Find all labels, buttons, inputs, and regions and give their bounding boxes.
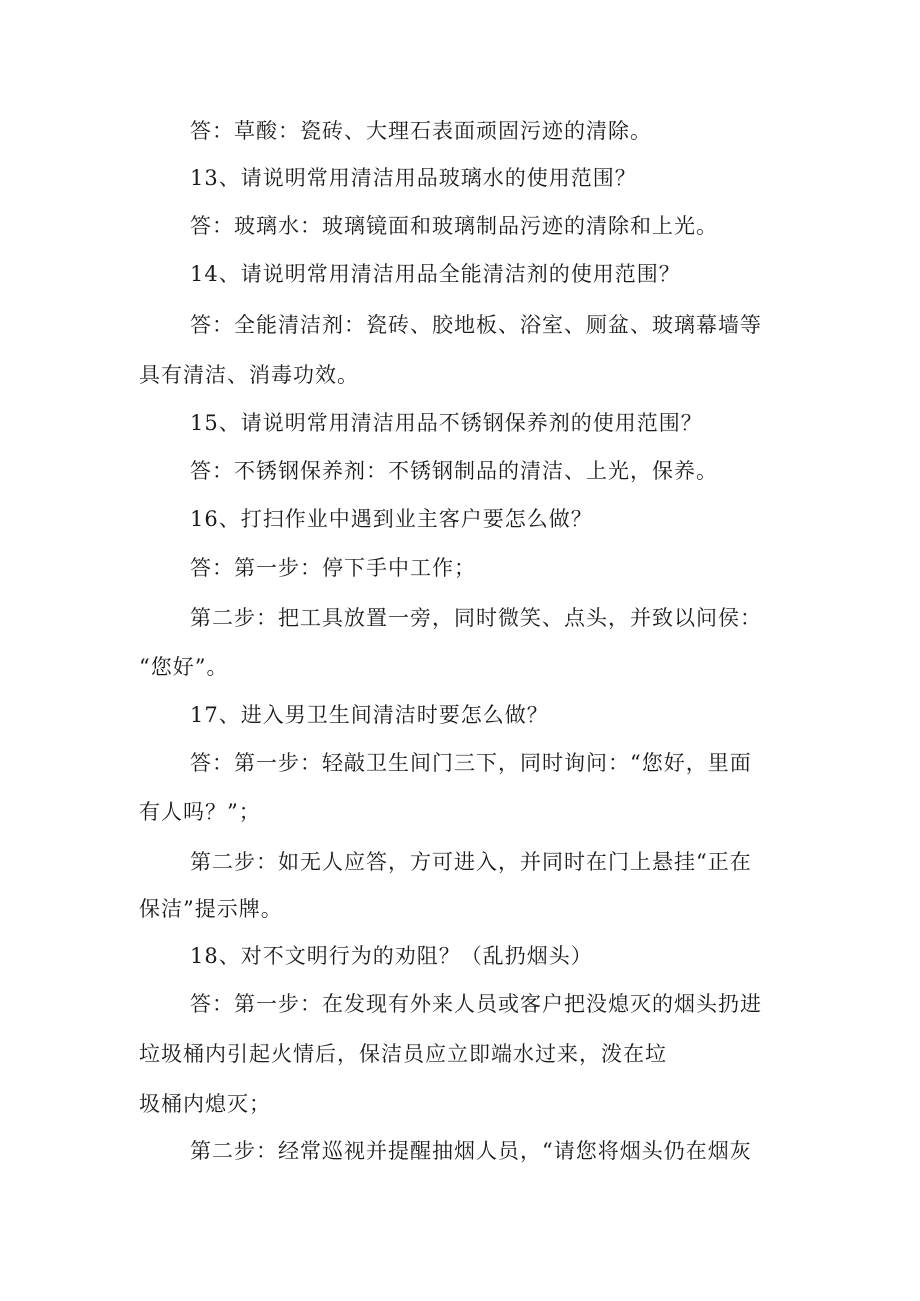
answer-line: 答：第一步：在发现有外来人员或客户把没熄灭的烟头扔进 xyxy=(190,992,762,1016)
answer-continuation-line: 垃圾桶内引起火情后，保洁员应立即端水过来，泼在垃 xyxy=(139,1042,667,1066)
answer-line: 答：不锈钢保养剂：不锈钢制品的清洁、上光，保养。 xyxy=(190,459,718,483)
answer-line: 第二步：把工具放置一旁，同时微笑、点头，并致以问侯： xyxy=(190,606,762,630)
question-line: 17、进入男卫生间清洁时要怎么做？ xyxy=(190,703,549,727)
answer-line: 答：第一步：停下手中工作； xyxy=(190,556,476,580)
question-line: 14、请说明常用清洁用品全能清洁剂的使用范围？ xyxy=(190,262,681,286)
answer-line: 第二步：如无人应答，方可进入，并同时在门上悬挂“正在 xyxy=(190,850,752,874)
answer-continuation-line: 保洁”提示牌。 xyxy=(139,897,283,921)
answer-continuation-line: 有人吗？”； xyxy=(139,800,261,824)
answer-line: 答：全能清洁剂：瓷砖、胶地板、浴室、厕盆、玻璃幕墙等 xyxy=(190,313,762,337)
question-line: 15、请说明常用清洁用品不锈钢保养剂的使用范围？ xyxy=(190,411,703,435)
question-line: 16、打扫作业中遇到业主客户要怎么做？ xyxy=(190,507,593,531)
answer-line: 答：第一步：轻敲卫生间门三下，同时询问：“您好，里面 xyxy=(190,751,752,775)
answer-line: 答：草酸：瓷砖、大理石表面顽固污迹的清除。 xyxy=(190,119,652,143)
answer-line: 第二步：经常巡视并提醒抽烟人员，“请您将烟头仍在烟灰 xyxy=(190,1139,752,1163)
answer-line: 答：玻璃水：玻璃镜面和玻璃制品污迹的清除和上光。 xyxy=(190,214,718,238)
question-line: 13、请说明常用清洁用品玻璃水的使用范围？ xyxy=(190,166,637,190)
answer-continuation-line: “您好”。 xyxy=(139,655,229,679)
question-line: 18、对不文明行为的劝阻？（乱扔烟头） xyxy=(190,944,593,968)
answer-continuation-line: 圾桶内熄灭； xyxy=(139,1092,271,1116)
answer-continuation-line: 具有清洁、消毒功效。 xyxy=(139,363,359,387)
